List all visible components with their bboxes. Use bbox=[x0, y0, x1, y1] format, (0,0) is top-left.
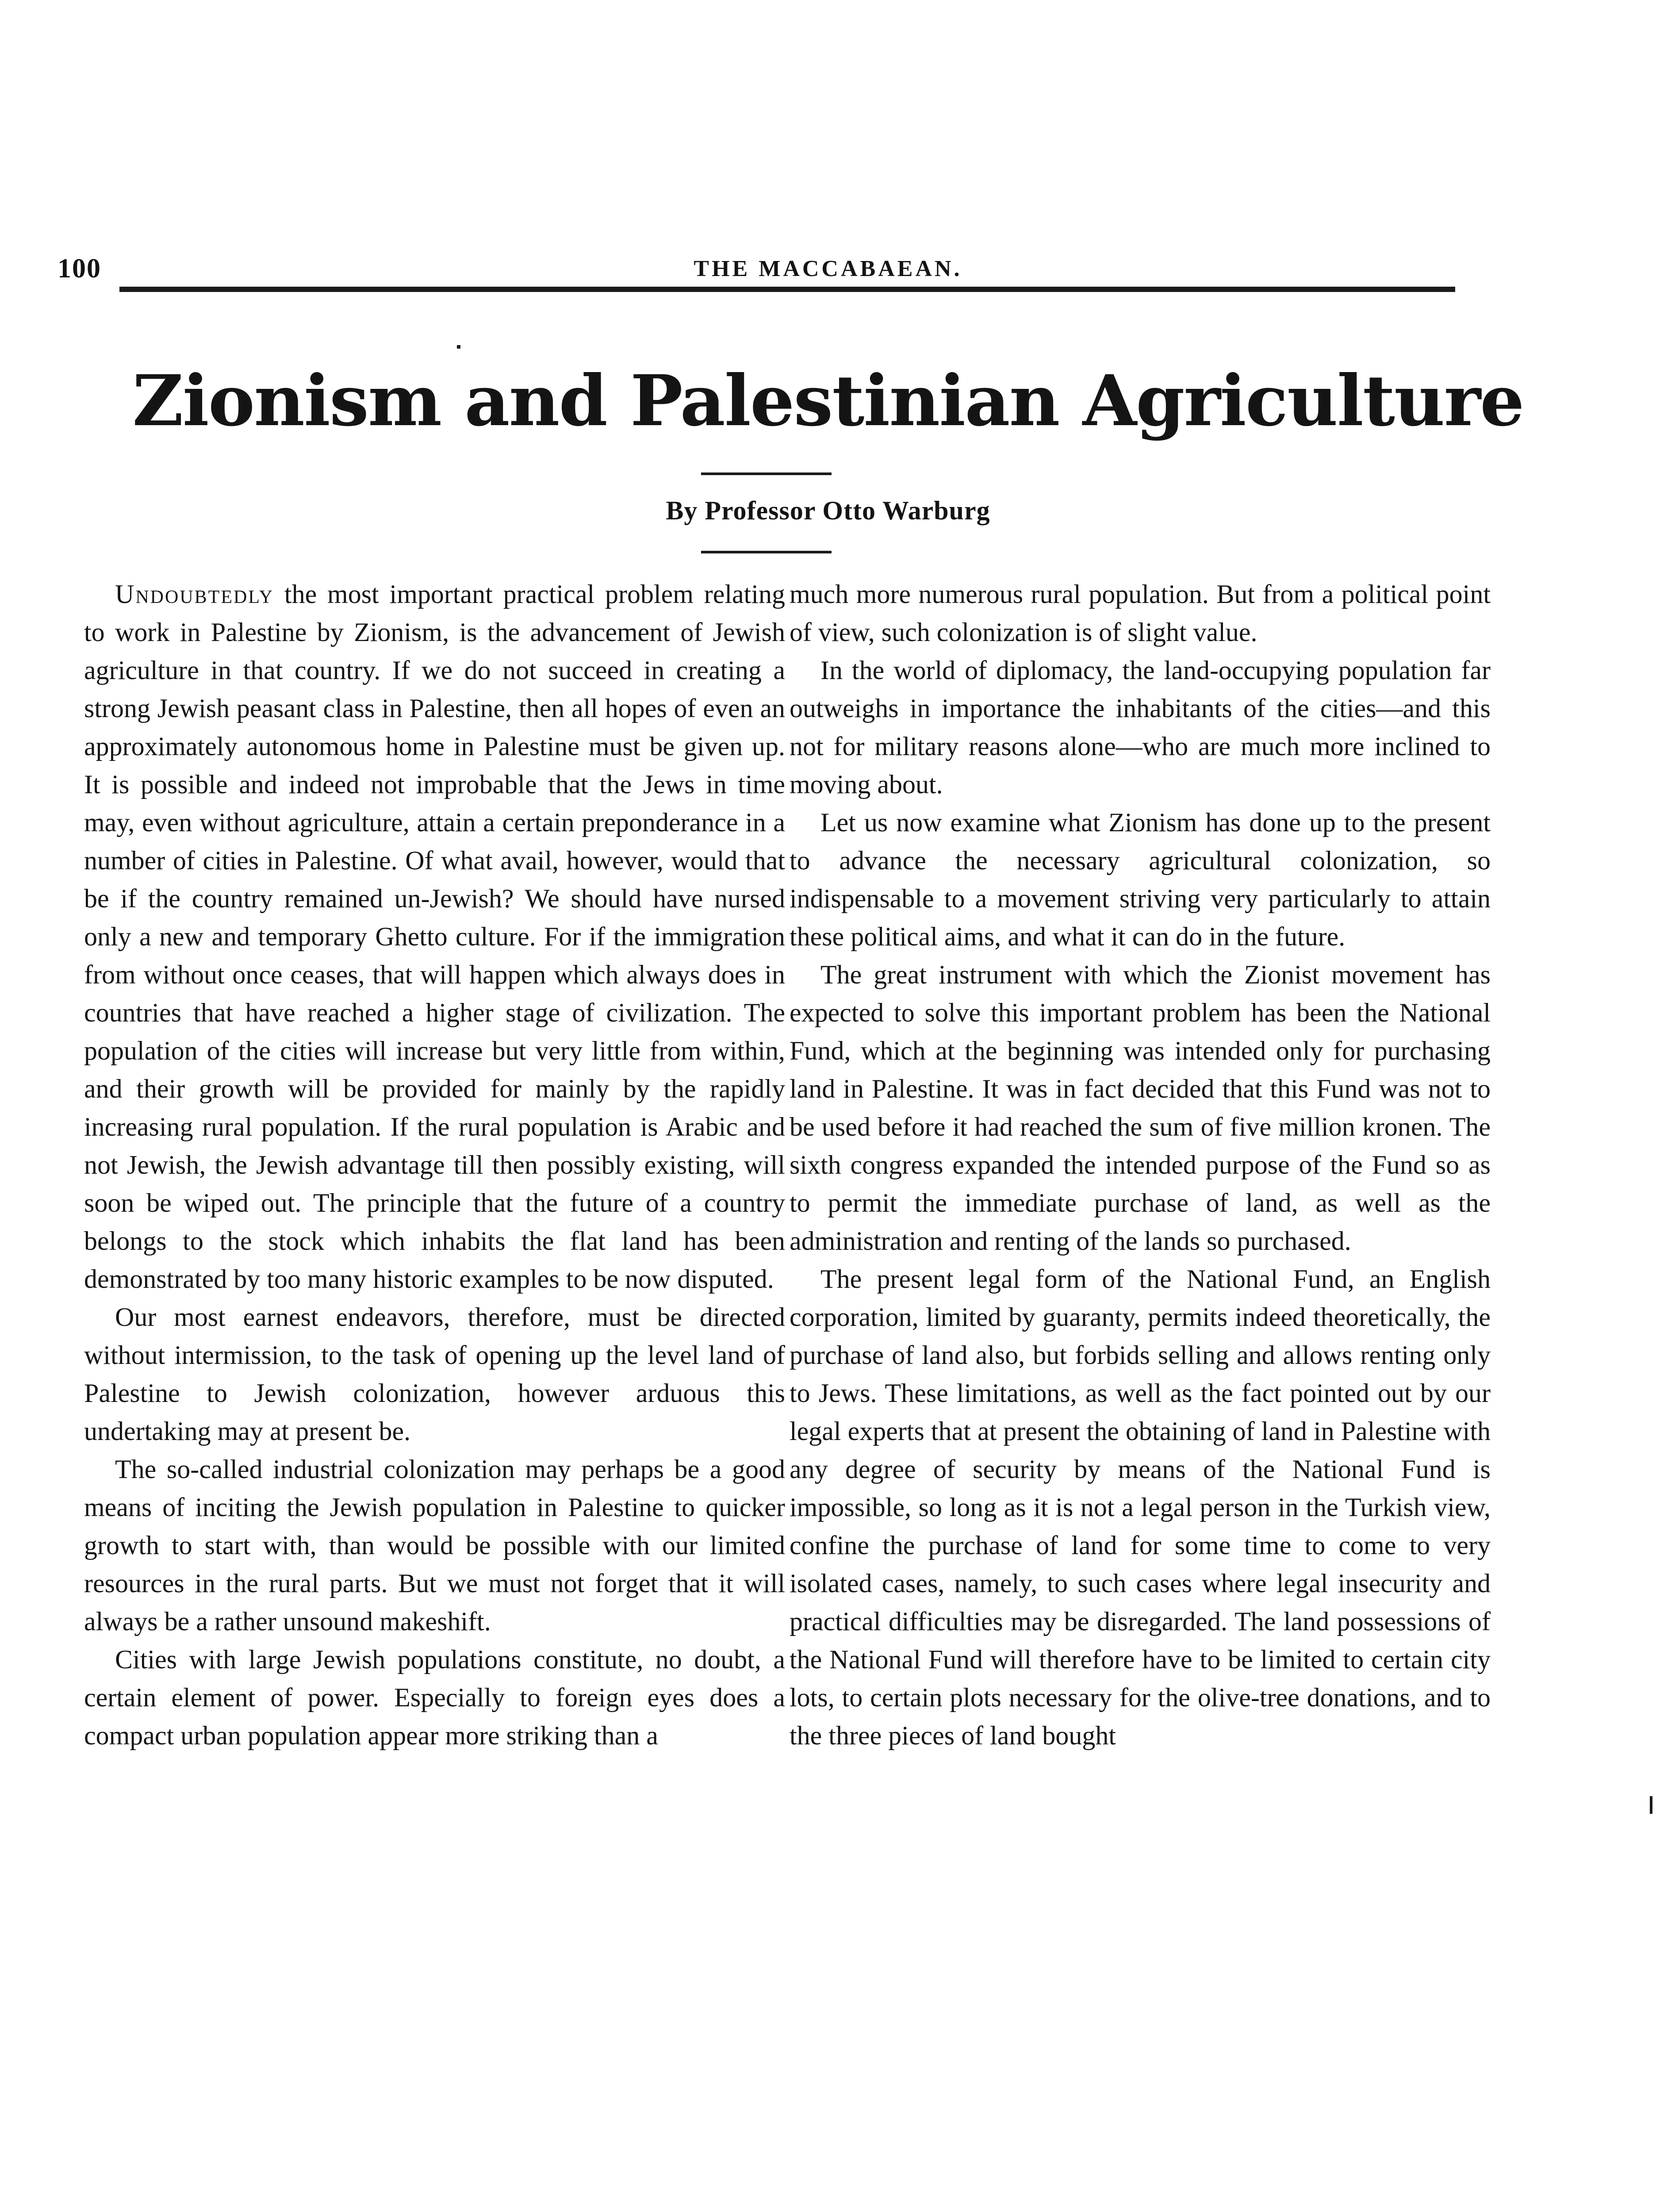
scan-speck bbox=[457, 345, 460, 349]
paragraph-text: the most important practical problem relating to work in Palestine by Zionism, is the advancement of Jewish agriculture in that country. If we do not succeed in creating a strong Jewish peasant class in Palestine, then all hopes of even an approximately autonomous home in Palestine must be given up. It is possible and indeed not improbable that the Jews in time may, even without agriculture, attain a certain preponderance in a number of cities in Palestine. Of what avail, however, would that be if the country remained un-Jewish? We should have nursed only a new and temporary Ghetto culture. For if the immigration from without once ceases, that will happen which always does in countries that have reached a higher stage of civilization. The population of the cities will increase but very little from within, and their growth will be provided for mainly by the rapidly increasing rural population. If the rural population is Arabic and not Jewish, the Jewish advantage till then possibly existing, will soon be wiped out. The principle that the future of a country belongs to the stock which inhabits the flat land has been demonstrated by too many historic examples to be now disputed. bbox=[84, 580, 785, 1294]
title-divider-top bbox=[701, 472, 832, 475]
scan-speck bbox=[1650, 1796, 1652, 1814]
paragraph: Cities with large Jewish populations constitute, no doubt, a certain element of power. Especially to foreign eyes does a compact urban population appear more striking than a bbox=[84, 1645, 785, 1750]
header-rule bbox=[119, 287, 1455, 292]
paragraph: The great instrument with which the Zionist movement has expected to solve this important problem has been the National Fund, which at the beginning was intended only for purchasing land in Palestine. It was in fact decided that this Fund was not to be used before it had reached the sum of five million kronen. The sixth congress expanded the intended purpose of the Fund so as to permit the immediate purchase of land, as well as the administration and renting of the lands so purchased. bbox=[790, 960, 1491, 1256]
byline: By Professor Otto Warburg bbox=[666, 496, 990, 525]
paragraph: In the world of diplomacy, the land-occupying population far outweighs in importance the inhabitants of the cities—and this not for military reasons alone—who are much more inclined to moving about. bbox=[790, 656, 1491, 799]
paragraph bbox=[84, 575, 785, 1298]
right-column bbox=[790, 575, 1491, 1755]
paragraph: Let us now examine what Zionism has done up to the present to advance the necessary agricultural colonization, so indispensable to a movement striving very particularly to attain these political aims, and what it can do in the future. bbox=[790, 808, 1491, 951]
left-column bbox=[84, 575, 785, 1755]
paragraph: The so-called industrial colonization may perhaps be a good means of inciting the Jewish population in Palestine to quicker growth to start with, than would be possible with our limited resources in the rural parts. But we must not forget that it will always be a rather unsound makeshift. bbox=[84, 1455, 785, 1636]
paragraph: The present legal form of the National Fund, an English corporation, limited by guaranty, permits indeed theoretically, the purchase of land also, but forbids selling and allows renting only to Jews. These limitations, as well as the fact pointed out by our legal experts that at present the obtaining of land in Palestine with any degree of security by means of the National Fund is impossible, so long as it is not a legal person in the Turkish view, confine the purchase of land for some time to come to very isolated cases, namely, to such cases where legal insecurity and practical difficulties may be disregarded. The land possessions of the National Fund will therefore have to be limited to certain city lots, to certain plots necessary for the olive-tree donations, and to the three pieces of land bought bbox=[790, 1264, 1491, 1750]
running-title: THE MACCABAEAN. bbox=[694, 256, 962, 281]
page-number: 100 bbox=[58, 253, 101, 284]
title-divider-bottom bbox=[701, 551, 832, 553]
paragraph: Our most earnest endeavors, therefore, must be directed without intermission, to the task of opening up the level land of Palestine to Jewish colonization, however arduous this undertaking may at present be. bbox=[84, 1302, 785, 1446]
paragraph: much more numerous rural population. But from a political point of view, such colonization is of slight value. bbox=[790, 580, 1491, 647]
lead-word: Undoubtedly bbox=[115, 580, 274, 609]
article-title: Zionism and Palestinian Agriculture bbox=[132, 360, 1524, 442]
